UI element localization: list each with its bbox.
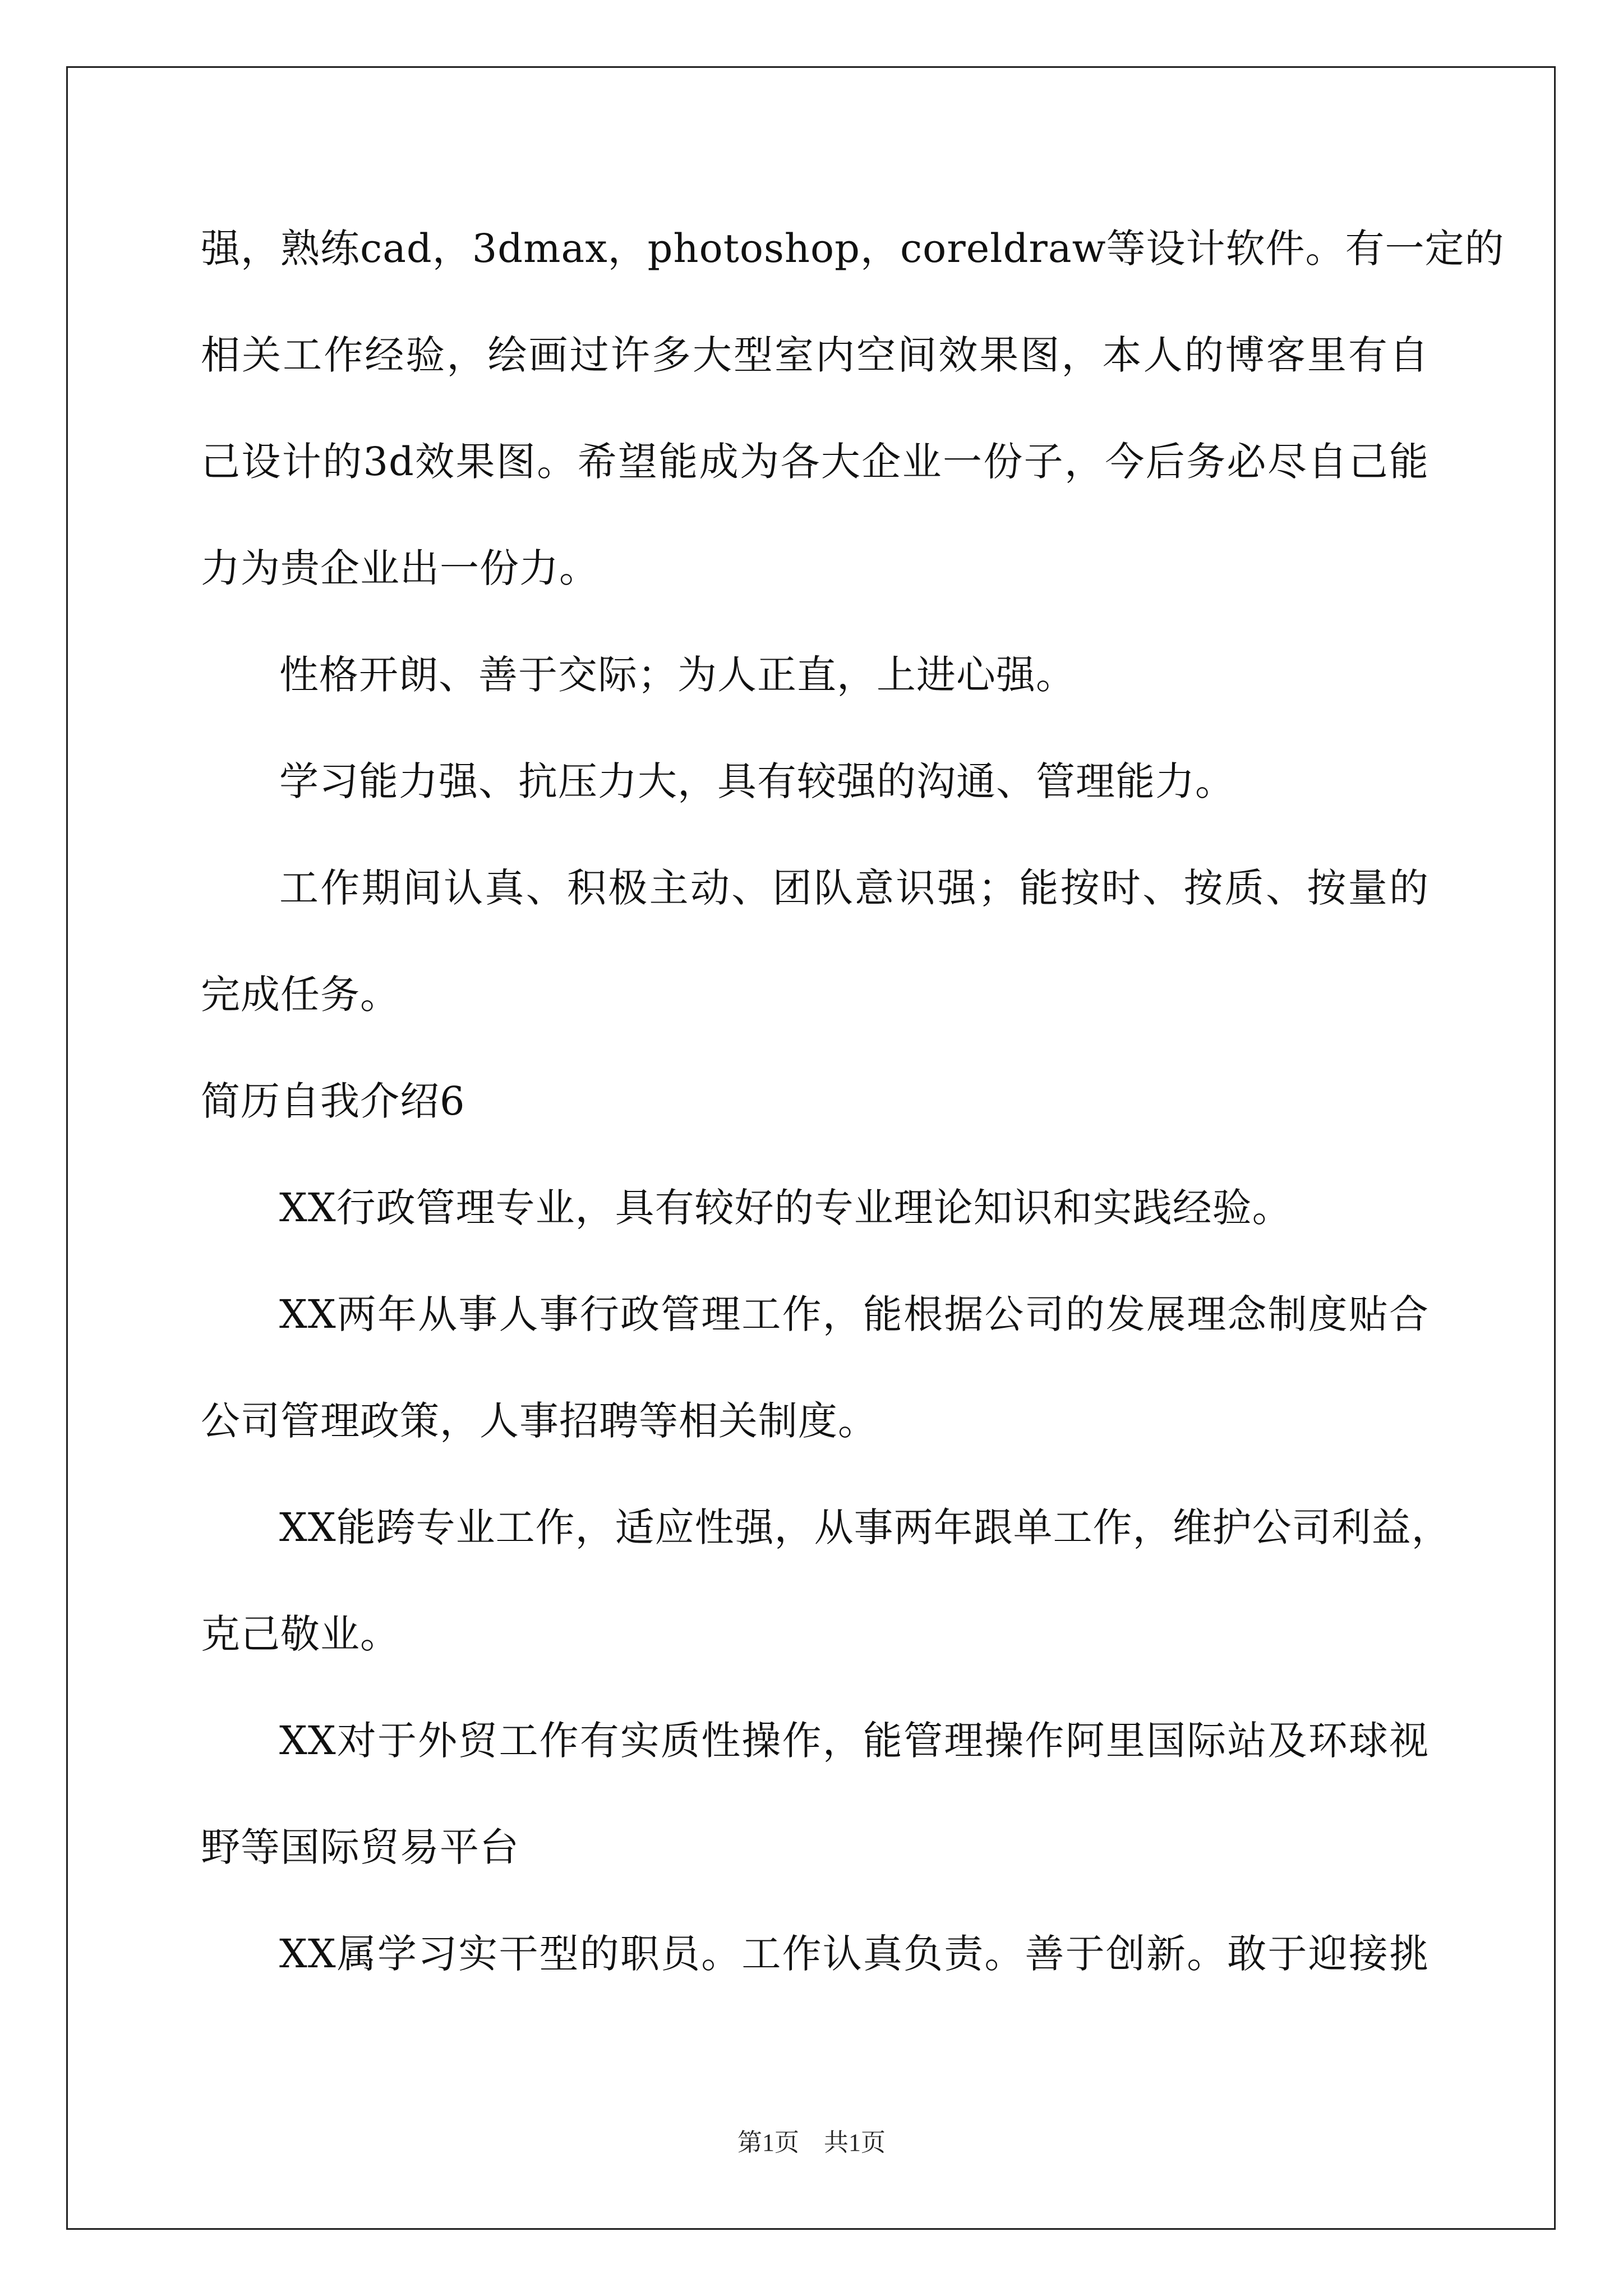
paragraph-line: XX属学习实干型的职员。工作认真负责。善于创新。敢于迎接挑 <box>279 1931 1429 1977</box>
paragraph-line: XX行政管理专业，具有较好的专业理论知识和实践经验。 <box>279 1185 1292 1231</box>
paragraph-line: 性格开朗、善于交际；为人正直，上进心强。 <box>279 652 1076 698</box>
paragraph-line: XX对于外贸工作有实质性操作，能管理操作阿里国际站及环球视 <box>279 1718 1429 1764</box>
paragraph-line: 相关工作经验，绘画过许多大型室内空间效果图，本人的博客里有自 <box>201 332 1429 378</box>
paragraph-line: 学习能力强、抗压力大，具有较强的沟通、管理能力。 <box>279 758 1235 804</box>
page-border <box>66 66 1556 2230</box>
paragraph-line: 完成任务。 <box>201 972 400 1018</box>
paragraph-line: XX能跨专业工作，适应性强，从事两年跟单工作，维护公司利益， <box>279 1504 1451 1550</box>
paragraph-line: 强，熟练cad，3dmax，photoshop，coreldraw等设计软件。有一定的 <box>201 226 1505 272</box>
paragraph-line: XX两年从事人事行政管理工作，能根据公司的发展理念制度贴合 <box>279 1291 1429 1337</box>
paragraph-line: 公司管理政策，人事招聘等相关制度。 <box>201 1398 878 1444</box>
paragraph-line: 野等国际贸易平台 <box>201 1824 519 1870</box>
section-heading: 简历自我介绍6 <box>201 1078 465 1124</box>
page-footer: 第1页 共1页 <box>737 2129 886 2156</box>
paragraph-line: 力为贵企业出一份力。 <box>201 545 599 591</box>
paragraph-line: 克己敬业。 <box>201 1611 400 1657</box>
paragraph-line: 工作期间认真、积极主动、团队意识强；能按时、按质、按量的 <box>279 865 1429 911</box>
paragraph-line: 己设计的3d效果图。希望能成为各大企业一份子，今后务必尽自己能 <box>201 439 1429 485</box>
